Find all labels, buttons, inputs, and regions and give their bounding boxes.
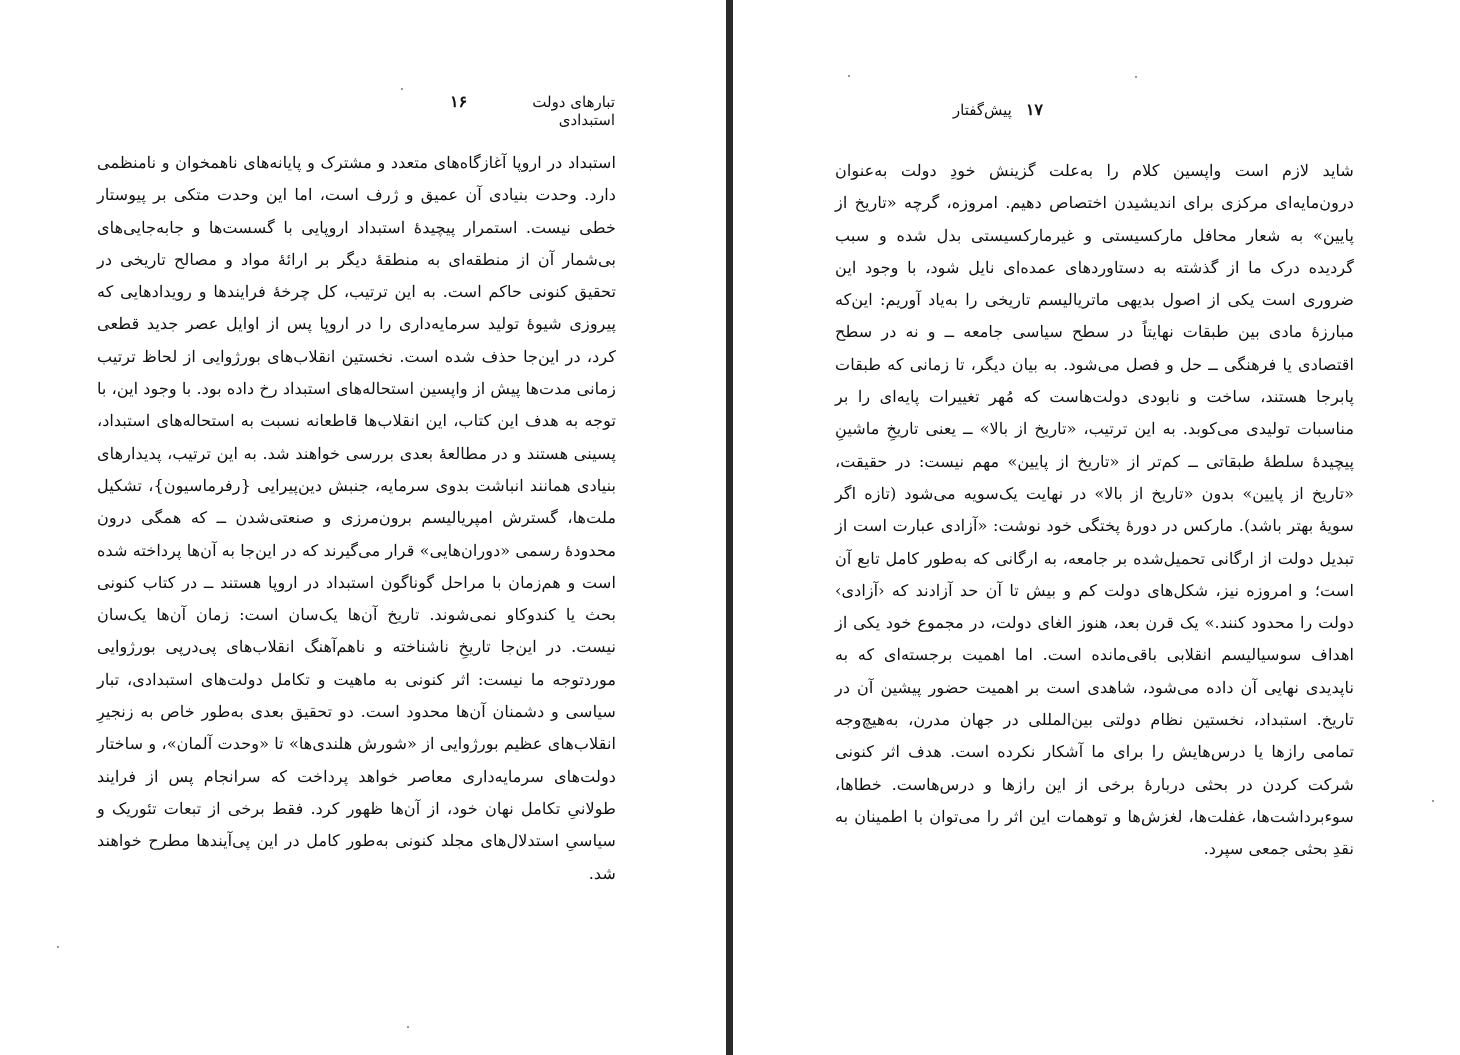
page-number: ۱۷ xyxy=(1025,100,1043,119)
scan-speck xyxy=(1432,800,1434,802)
right-page xyxy=(733,0,1460,1055)
scan-speck xyxy=(407,1026,409,1028)
paragraph: استبداد در اروپا آغازگاه‌های متعدد و مشترک و پایانه‌های ناهمخوان و نامنظمی دارد. وحدت بنیادی آن عمیق و ژرف است، اما این وحدت متکی بر پیوستار خطی نیست. استمرار پیچیدهٔ استبداد اروپایی با گسست‌ها و جابه‌جایی‌های بی‌شمار آن از منطقه‌ای به منطقهٔ دیگر بر ارائهٔ مواد و مصالح تاریخی در تحقیق کنونی حاکم است. به این ترتیب، کل چرخهٔ فرایندها و رویدادهایی که پیروزی شیوهٔ تولید سرمایه‌داری را در اروپا پس از اوایل عصر جدید قطعی کرد، در این‌جا حذف شده است. نخستین انقلاب‌های بورژوایی از لحاظ ترتیب زمانی مدت‌ها پیش از واپسین استحاله‌های استبداد رخ داده بود. با وجود این، با توجه به هدف این کتاب، این انقلاب‌ها قاطعانه نسبت به استحاله‌های استبداد، پسینی هستند و در مطالعهٔ بعدی بررسی خواهند شد. به این ترتیب، پدیدارهای بنیادی همانند انباشت بدوی سرمایه، جنبش دین‌پیرایی {رفرماسیون}، تشکیل ملت‌ها، گسترش امپریالیسم برون‌مرزی و صنعتی‌شدن ــ که همگی درون محدودهٔ رسمی «دوران‌هایی» قرار می‌گیرند که در این‌جا به آن‌ها پرداخته شده است و هم‌زمان با مراحل گوناگون استبداد در اروپا هستند ــ در کتاب کنونی بحث یا کندوکاو نمی‌شوند. تاریخ آن‌ها یک‌سان است: زمان آن‌ها یک‌سان نیست. در این‌جا تاریخِ ناشناخته و ناهم‌آهنگ انقلاب‌های پی‌درپی بورژوایی موردتوجه ما نیست: اثر کنونی به ماهیت و تکامل دولت‌های استبدادی، تبار سیاسی و دشمنان آن‌ها محدود است. دو تحقیق بعدی به‌طور خاص به زنجیرِ انقلاب‌های عظیم بورژوایی از «شورش هلندی‌ها» تا «وحدت آلمان»، و ساختار دولت‌های سرمایه‌داری معاصر خواهد پرداخت که سرانجام پس از فرایند طولانیِ تکامل نهان خود، از آن‌ها ظهور کرد. فقط برخی از تبعات تئوریک و سیاسیِ استدلال‌های مجلد کنونی به‌طور کامل در این پی‌آیندها مطرح خواهند شد. xyxy=(97,153,616,883)
scan-speck xyxy=(848,75,850,77)
left-page-header xyxy=(450,92,615,129)
right-page-body xyxy=(835,155,1354,866)
running-title: تبارهای دولت استبدادی xyxy=(532,93,615,129)
left-page xyxy=(0,0,726,1055)
scan-speck xyxy=(401,88,403,90)
page-number: ۱۶ xyxy=(450,92,468,111)
scan-speck xyxy=(1135,76,1137,78)
book-gutter xyxy=(726,0,733,1055)
right-page-header xyxy=(843,100,1043,124)
running-title: پیش‌گفتار xyxy=(952,101,1012,119)
paragraph: شاید لازم است واپسین کلام را به‌علت گزینش خودِ دولت به‌عنوان درون‌مایه‌ای مرکزی برای اندیشیدن اختصاص دهیم. امروزه، گرچه «تاریخ از پایین» به شعار محافل مارکسیستی و غیرمارکسیستی بدل شده و سبب گردیده درک ما از گذشته به دستاوردهای عمده‌ای نایل شود، با وجود این ضروری است یکی از اصول بدیهی ماتریالیسم تاریخی را به‌یاد آوریم: این‌که مبارزهٔ مادی بین طبقات نهایتاً در سطح سیاسی جامعه ــ و نه در سطح اقتصادی یا فرهنگی ــ حل و فصل می‌شود. به بیان دیگر، تا زمانی که طبقات پابرجا هستند، ساخت و نابودی دولت‌هاست که مُهر تغییرات پایه‌ای را بر مناسبات تولیدی می‌کوبد. به این ترتیب، «تاریخ از بالا» ــ یعنی تاریخِ ماشینِ پیچیدهٔ سلطهٔ طبقاتی ــ کم‌تر از «تاریخ از پایین» مهم نیست: در حقیقت، «تاریخ از پایین» بدون «تاریخ از بالا» در نهایت یک‌سویه می‌شود (تازه اگر سویهٔ بهتر باشد). مارکس در دورهٔ پختگی خود نوشت: «آزادی عبارت است از تبدیل دولت از ارگانی تحمیل‌شده بر جامعه، به ارگانی که به‌طور کامل تابع آن است؛ و امروزه نیز، شکل‌های دولت کم و بیش تا آن حد آزادند که ‹آزادی› دولت را محدود کنند.» یک قرن بعد، هنوز الغای دولت، در مجموع خود یکی از اهداف سوسیالیسم انقلابی باقی‌مانده است. اما اهمیت برجسته‌ای که به ناپدیدی نهایی آن داده می‌شود، شاهدی است بر اهمیت حضور پیشین آن در تاریخ. استبداد، نخستین نظام دولتی بین‌المللی در جهان مدرن، به‌هیچ‌وجه تمامی رازها یا درس‌هایش را برای ما آشکار نکرده است. هدف اثر کنونی شرکت کردن در بحثی دربارهٔ برخی از این رازها و درس‌هاست. خطاها، سوءبرداشت‌ها، غفلت‌ها، لغزش‌ها و توهمات این اثر را می‌توان با اطمینان به نقدِ بحثی جمعی سپرد. xyxy=(835,161,1354,859)
left-page-body xyxy=(97,147,616,890)
scan-speck xyxy=(57,946,59,948)
